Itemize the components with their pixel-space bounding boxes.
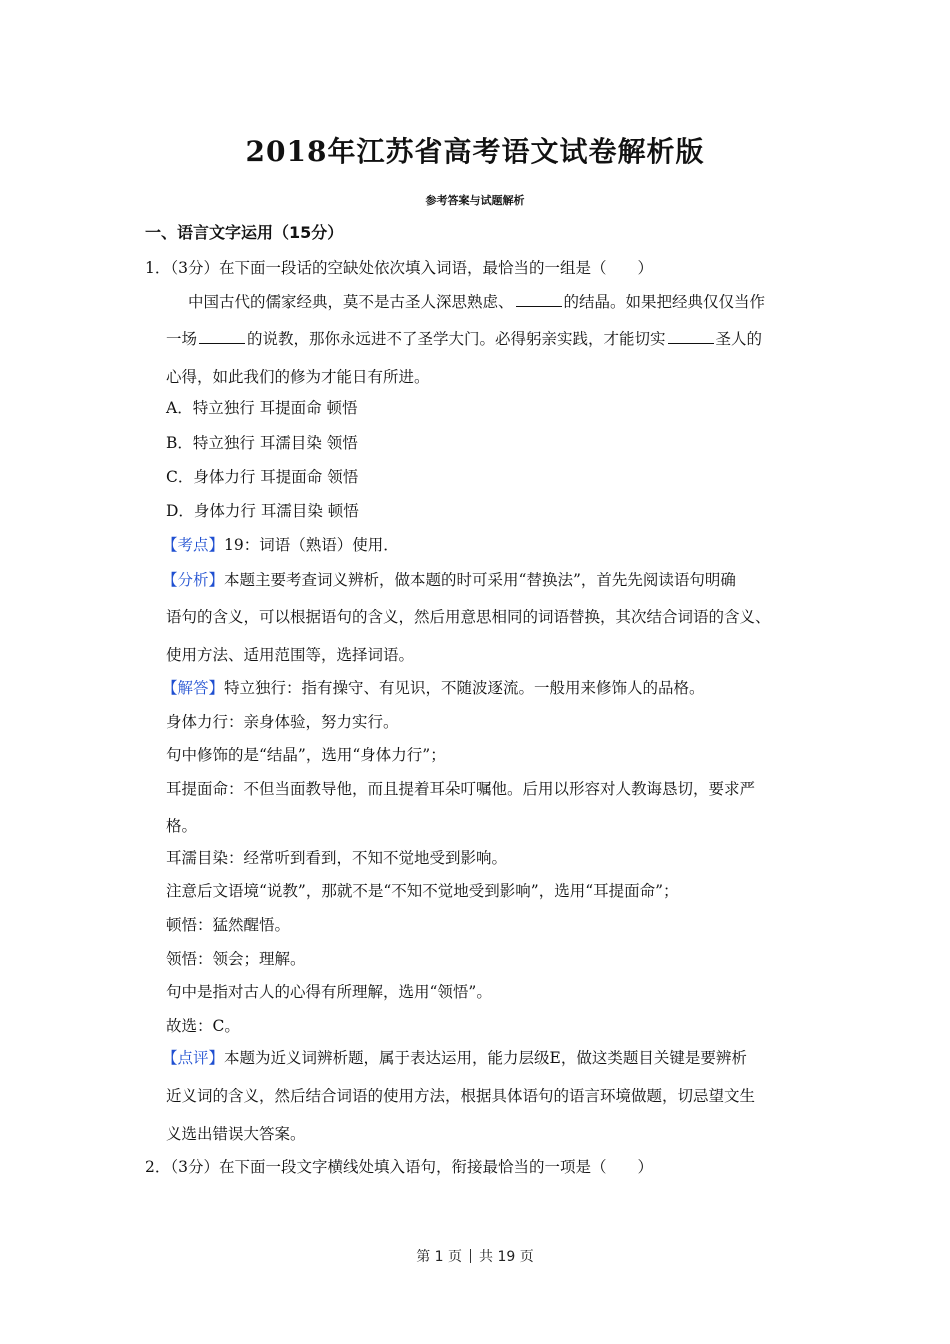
fenxi-line-1 [162, 570, 736, 590]
jieda-line-8: 顿悟：猛然醒悟。 [166, 916, 291, 934]
document-subtitle: 参考答案与试题解析 [425, 194, 525, 207]
jieda-line-6: 耳濡目染：经常听到看到，不知不觉地受到影响。 [166, 849, 508, 867]
fenxi-line-2: 语句的含义，可以根据语句的含义，然后用意思相同的词语替换，其次结合词语的含义、 [166, 608, 771, 626]
dianping-tag: 【点评】 [162, 1049, 225, 1067]
option-b: B．特立独行 耳濡目染 领悟 [166, 434, 358, 452]
footer-divider [470, 1249, 471, 1263]
jieda-line-2: 身体力行：亲身体验，努力实行。 [166, 713, 399, 731]
section-heading: 一、语言文字运用（15分） [145, 223, 344, 242]
fill-blank [516, 292, 562, 307]
page-total: 共 19 页 [479, 1249, 534, 1265]
question-2-stem [145, 1157, 653, 1177]
jieda-text: 特立独行：指有操守、有见识，不随波逐流。一般用来修饰人的品格。 [224, 679, 705, 697]
jieda-line-3: 句中修饰的是“结晶”，选用“身体力行”； [166, 746, 446, 764]
option-a: A．特立独行 耳提面命 顿悟 [166, 399, 358, 417]
passage-line-3: 心得，如此我们的修为才能日有所进。 [166, 368, 430, 386]
passage-line-2 [166, 329, 762, 349]
kaodian-text: 19：词语（熟语）使用． [224, 536, 399, 554]
jieda-line-11: 故选：C。 [166, 1017, 240, 1035]
question-number: 1． [145, 259, 171, 277]
kaodian-tag: 【考点】 [162, 536, 225, 554]
dianping-line-3: 义选出错误大答案。 [166, 1125, 306, 1143]
fenxi-line-3: 使用方法、适用范围等，选择词语。 [166, 646, 415, 664]
passage-text: 的结晶。如果把经典仅仅当作 [563, 293, 766, 311]
kaodian-line [162, 535, 399, 555]
fill-blank [199, 329, 245, 344]
dianping-line-1 [162, 1048, 747, 1068]
jieda-tag: 【解答】 [162, 679, 225, 697]
dianping-text: 本题为近义词辨析题，属于表达运用，能力层级E，做这类题目关键是要辨析 [224, 1049, 747, 1067]
dianping-line-2: 近义词的含义，然后结合词语的使用方法，根据具体语句的语言环境做题，切忌望文生 [166, 1087, 756, 1105]
jieda-line-4: 耳提面命：不但当面教导他，而且提着耳朵叮嘱他。后用以形容对人教诲恳切，要求严 [166, 780, 756, 798]
page-footer [0, 1246, 950, 1266]
passage-text: 圣人的 [715, 330, 763, 348]
jieda-line-9: 领悟：领会；理解。 [166, 950, 306, 968]
passage-line-1 [188, 292, 765, 312]
passage-text: 中国古代的儒家经典，莫不是古圣人深思熟虑、 [188, 293, 514, 311]
question-number: 2． [145, 1158, 171, 1176]
option-d: D．身体力行 耳濡目染 顿悟 [166, 502, 359, 520]
fill-blank [668, 329, 714, 344]
jieda-line-5: 格。 [166, 817, 198, 835]
document-title: 2018年江苏省高考语文试卷解析版 [245, 135, 705, 168]
jieda-line-7: 注意后文语境“说教”，那就不是“不知不觉地受到影响”，选用“耳提面命”； [166, 882, 679, 900]
question-text: （3分）在下面一段文字横线处填入语句，衔接最恰当的一项是（ ） [170, 1158, 653, 1176]
fenxi-tag: 【分析】 [162, 571, 225, 589]
passage-text: 的说教，那你永远进不了圣学大门。必得躬亲实践，才能切实 [247, 330, 666, 348]
question-1-stem [145, 258, 653, 278]
passage-text: 一场 [166, 330, 198, 348]
jieda-line-10: 句中是指对古人的心得有所理解，选用“领悟”。 [166, 983, 492, 1001]
fenxi-text: 本题主要考查词义辨析，做本题的时可采用“替换法”，首先先阅读语句明确 [224, 571, 736, 589]
jieda-line-1 [162, 678, 705, 698]
page-number: 第 1 页 [416, 1249, 463, 1265]
question-text: （3分）在下面一段话的空缺处依次填入词语，最恰当的一组是（ ） [170, 259, 653, 277]
option-c: C．身体力行 耳提面命 领悟 [166, 468, 359, 486]
